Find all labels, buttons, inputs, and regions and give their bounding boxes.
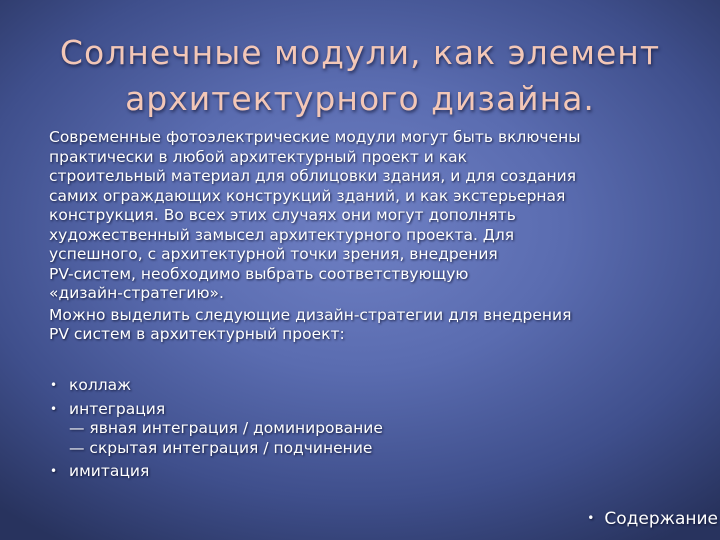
body-line: PV-систем, необходимо выбрать соответствующую xyxy=(49,264,469,283)
bullet-icon: • xyxy=(50,464,58,478)
bullet-label: коллаж xyxy=(69,376,132,394)
bullet-label: интеграция xyxy=(69,399,166,418)
slide-title-line: архитектурного дизайна. xyxy=(125,79,595,118)
body-line: строительный материал для облицовки здания, и для создания xyxy=(49,167,577,185)
slide-title xyxy=(20,30,700,122)
body-line: Современные фотоэлектрические модули могут быть включены xyxy=(49,128,581,146)
bullet-item-collage xyxy=(49,376,689,396)
strategy-bullet-list xyxy=(49,376,689,486)
bullet-subitem: — скрытая интеграция / подчинение xyxy=(69,438,373,457)
slide-body-text xyxy=(49,128,689,345)
bullet-item-integration xyxy=(49,400,689,459)
body-line: конструкция. Во всех этих случаях они могут дополнять xyxy=(49,206,516,224)
body-line: успешного, с архитектурной точки зрения, внедрения xyxy=(49,245,498,263)
bullet-icon: • xyxy=(50,401,58,416)
bullet-subitem: — явная интеграция / доминирование xyxy=(69,419,383,437)
contents-link[interactable] xyxy=(587,507,718,530)
bullet-item-imitation xyxy=(49,462,689,482)
slide-title-line: Солнечные модули, как элемент xyxy=(59,33,661,72)
bullet-icon: • xyxy=(50,378,58,392)
body-line: Можно выделить следующие дизайн-стратегии для внедрения xyxy=(49,305,572,324)
body-line: художественный замысел архитектурного проекта. Для xyxy=(49,225,515,244)
body-line: PV систем в архитектурный проект: xyxy=(49,325,345,343)
body-line: практически в любой архитектурный проект и как xyxy=(49,147,468,166)
body-line: «дизайн-стратегию». xyxy=(49,284,224,302)
body-line: самих ограждающих конструкций зданий, и как экстерьерная xyxy=(49,186,566,205)
bullet-label: имитация xyxy=(69,462,150,480)
bullet-icon: • xyxy=(587,511,595,525)
contents-link-label: Содержание xyxy=(604,509,718,529)
